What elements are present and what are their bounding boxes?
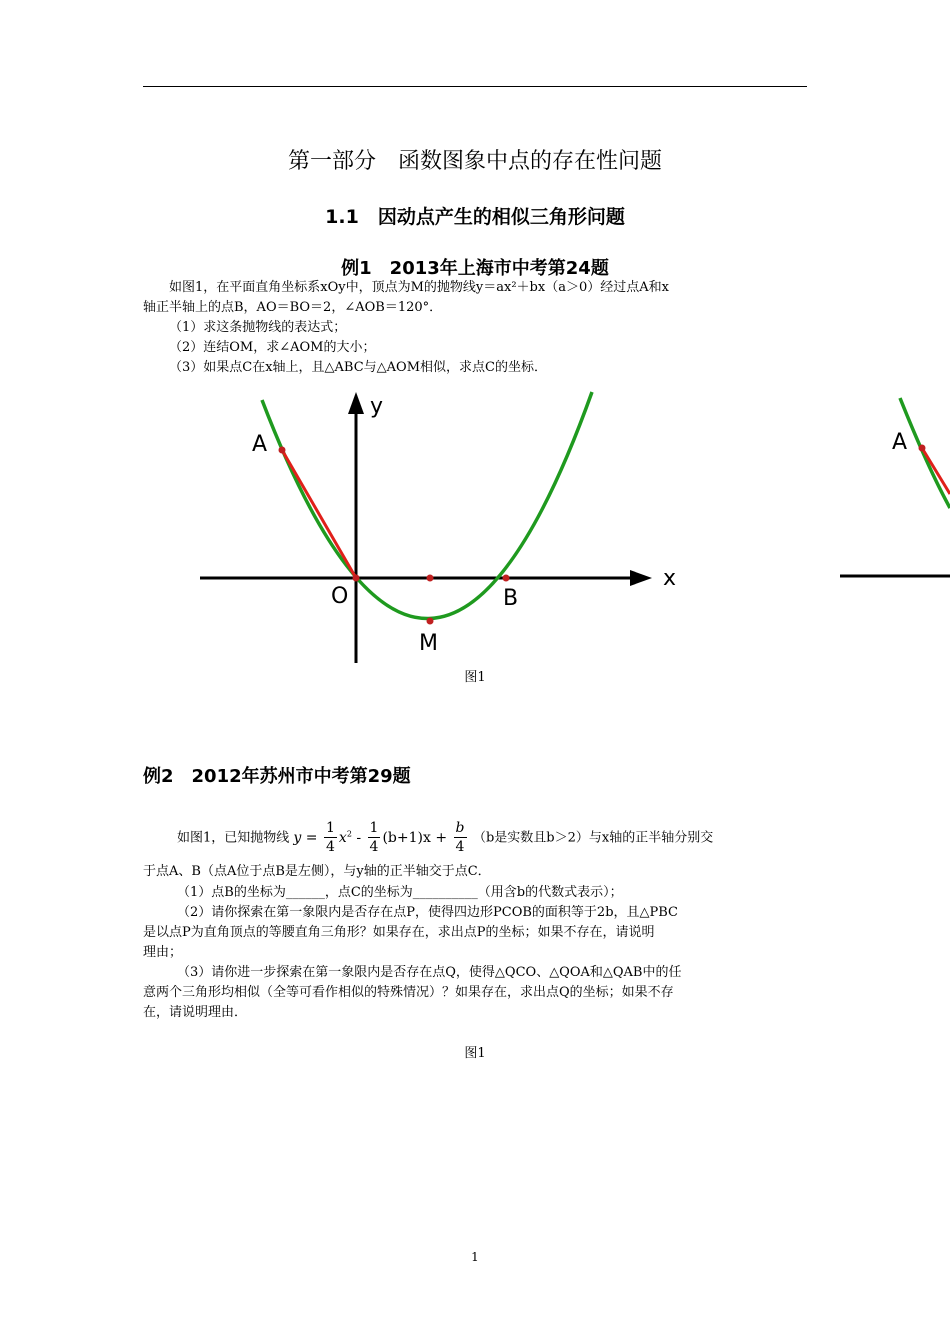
label-O: O (331, 584, 349, 609)
example1-caption: 图1 (464, 670, 486, 685)
example1-question3: （3）如果点C在x轴上，且△ABC与△AOM相似，求点C的坐标． (169, 360, 547, 375)
y-axis-arrow-icon (348, 392, 364, 414)
example2-question3-line2: 意两个三角形均相似（全等可看作相似的特殊情况）？如果存在，求出点Q的坐标；如果不存 (143, 984, 674, 1000)
formula-x: x (338, 829, 347, 846)
section-title: 1.1 因动点产生的相似三角形问题 (325, 206, 625, 228)
example1-question2: （2）连结OM，求∠AOM的大小； (169, 340, 376, 355)
label-B: B (503, 586, 519, 611)
label-M: M (419, 631, 438, 656)
example2-question1: （1）点B的坐标为______，点C的坐标为__________（用含b的代数式表示）； (177, 884, 623, 900)
page-number: 1 (471, 1250, 479, 1264)
point-A (279, 447, 286, 454)
formula-y: y (293, 829, 302, 846)
formula-eq: = (301, 829, 318, 846)
example2-question2-line2: 是以点P为直角顶点的等腰直角三角形？如果存在，求出点P的坐标；如果不存在，请说明 (143, 924, 655, 940)
point-M (427, 618, 434, 625)
example1-statement (143, 278, 807, 378)
example2-intro-c: 于点A、B（点A位于点B是左侧），与y轴的正半轴交于点C． (143, 863, 491, 879)
axis-point (427, 575, 434, 582)
example2-intro-a: 如图1，已知抛物线 (177, 830, 290, 846)
formula-fraction-3: $\frac{b}{4}$ (455, 820, 465, 856)
example2-statement (143, 812, 807, 1023)
segment-AO (282, 450, 356, 578)
formula-minus: - (351, 829, 362, 846)
label-A: A (252, 432, 268, 457)
example1-line2: 轴正半轴上的点B，AO＝BO＝2，∠AOB＝120°． (143, 300, 443, 315)
example2-caption: 图1 (464, 1046, 486, 1061)
formula-fraction-1: $\frac{1}{4}$ (325, 820, 335, 856)
example2-intro-b: （b是实数且b＞2）与x轴的正半轴分别交 (472, 830, 714, 846)
example2-question3-line1: （3）请你进一步探索在第一象限内是否存在点Q，使得△QCO、△QOA和△QAB中的任 (177, 964, 682, 980)
example1-question1: （1）求这条抛物线的表达式； (169, 320, 347, 335)
formula-fraction-2: $\frac{1}{4}$ (369, 820, 379, 856)
example2-intro (143, 812, 807, 861)
segment-AO-partial (922, 448, 950, 494)
example1-figure (190, 388, 690, 668)
point-B (503, 575, 510, 582)
formula-middle: (b+1)x + (382, 829, 448, 846)
label-y: y (370, 394, 384, 419)
example1-line1: 如图1，在平面直角坐标系xOy中，顶点为M的抛物线y＝ax²＋bx（a＞0）经过点A和x (169, 280, 669, 295)
part-title: 第一部分 函数图象中点的存在性问题 (287, 149, 662, 174)
example2-question2-line3: 理由； (143, 944, 183, 960)
example1-title: 例1 2013年上海市中考第24题 (341, 258, 609, 279)
x-axis-arrow-icon (630, 570, 652, 586)
header-rule (143, 86, 807, 87)
example2-title: 例2 2012年苏州市中考第29题 (143, 766, 411, 787)
example2-question2-line1: （2）请你探索在第一象限内是否存在点P，使得四边形PCOB的面积等于2b，且△PBC (177, 904, 679, 920)
point-O (353, 575, 360, 582)
example1-figure-partial (838, 388, 950, 598)
label-x: x (663, 566, 677, 591)
label-A-partial: A (892, 430, 908, 455)
parabola (262, 392, 592, 619)
formula-exponent: 2 (346, 829, 352, 838)
example2-question3-line3: 在，请说明理由． (143, 1004, 248, 1020)
point-A-partial (919, 445, 926, 452)
parabola-formula (293, 820, 473, 856)
